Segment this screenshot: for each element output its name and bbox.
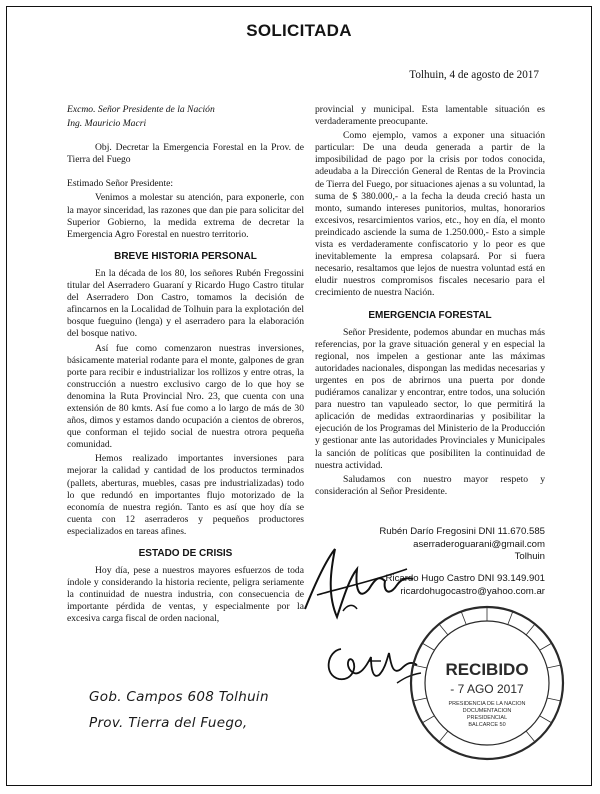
handwritten-address-line-1: Gob. Campos 608 Tolhuin bbox=[89, 689, 269, 705]
addressee-line-2: Ing. Mauricio Macri bbox=[67, 118, 147, 130]
letter-date: Tolhuin, 4 de agosto de 2017 bbox=[409, 69, 539, 81]
greeting: Estimado Señor Presidente: bbox=[67, 178, 174, 190]
intro-paragraph: Venimos a molestar su atención, para exponerle, con la mayor sinceridad, las razones que dan pie para solicitar del Superior Gobierno, la medida extrema de decretar la Emergencia Agro Forestal en nuestro territorio. bbox=[67, 192, 304, 240]
emergency-paragraph: Señor Presidente, podemos abundar en muchas más referencias, por la grave situación general y en especial la regional, nos impelen a gestionar ante las máximas autoridades nacionales, dispongan las medidas necesarias y urgentes en pos de abrirnos una puerta por donde pudiéramos canalizar y encontrar, entre todos, una solución para nuestro tan vapuleado sector, lo que permitirá la aplicación de medidas extraordinarias y posibilitar la ejecución de los Programas del Ministerio de la Producción y gestionar ante las autoridades Provinciales y Municipales la sanción de políticas que posibiliten la continuidad de nuestra actividad. bbox=[315, 326, 545, 471]
handwritten-address-line-2: Prov. Tierra del Fuego, bbox=[89, 715, 248, 731]
example-paragraph: Como ejemplo, vamos a exponer una situación particular: De una deuda generada a partir de la imposibilidad de pago por la crisis por todos conocida, adeudaba a la Dirección General de Rentas de la Provincia de Tierra del Fuego, por situaciones ajenas a su voluntad, la suma de $ 380.000,- a la fecha la deuda creció hasta un monto, sumando intereses punitorios, multas, honorarios excesivos, resarcimientos varios, etc., hoy en día, el monto preindicado asciende la suma de 1.250.000,- Esto a simple vista es verdaderamente confiscatorio y lo peor es que inevitablemente la empresa colapsará. Por si fuera necesario, resaltamos que lejos de nuestra voluntad está en eludir nuestros compromisos fiscales necesario para el crecimiento de nuestra Nación. bbox=[315, 130, 545, 299]
document-title: SOLICITADA bbox=[246, 21, 352, 40]
history-paragraph-1: En la década de los 80, los señores Rubén Fregossini titular del Aserradero Guaraní y Ricardo Hugo Castro titular del Aserradero Don Castro, tomamos la decisión de afincarnos en la Localidad de Tolhuin para la explotación del bosque fueguino (lenga) y el aserradero para la elaboración del bosque nativo. bbox=[67, 267, 304, 340]
stamp-date: - 7 AGO 2017 bbox=[450, 682, 524, 696]
history-paragraph-3: Hemos realizado importantes inversiones para mejorar la calidad y cantidad de los productos terminados (pallets, aberturas, muebles, casas pre industrializadas) todo lo que redundó en importantes flujo motorizado de la economía de nuestra región. Tanto es así que hoy día se cuenta con 12 aserraderos y pequeños productores especializados en tareas afines. bbox=[67, 453, 304, 537]
signature-fregosini bbox=[297, 539, 417, 629]
section-heading-history: BREVE HISTORIA PERSONAL bbox=[114, 250, 257, 262]
closing-paragraph: Saludamos con nuestro mayor respeto y consideración al Señor Presidente. bbox=[315, 473, 545, 497]
addressee-line-1: Excmo. Señor Presidente de la Nación bbox=[67, 104, 215, 115]
signer-1-email: aserraderoguarani@gmail.com bbox=[413, 538, 545, 550]
stamp-label: RECIBIDO bbox=[445, 660, 529, 679]
stamp-line-2: DOCUMENTACION bbox=[462, 708, 512, 714]
crisis-paragraph-continued: provincial y municipal. Esta lamentable situación es verdaderamente preocupante. bbox=[315, 104, 545, 128]
right-column bbox=[315, 104, 545, 500]
left-column bbox=[67, 104, 304, 628]
section-heading-emergency: EMERGENCIA FORESTAL bbox=[368, 309, 492, 321]
signer-1-city: Tolhuin bbox=[514, 551, 545, 562]
signer-2-name: Ricardo Hugo Castro DNI 93.149.901 bbox=[385, 573, 545, 584]
received-stamp bbox=[407, 603, 567, 763]
signer-2-email: ricardohugocastro@yahoo.com.ar bbox=[400, 585, 545, 597]
section-heading-crisis: ESTADO DE CRISIS bbox=[138, 548, 233, 559]
subject-line: Obj. Decretar la Emergencia Forestal en la Prov. de Tierra del Fuego bbox=[67, 142, 304, 166]
stamp-line-3: PRESIDENCIAL bbox=[466, 715, 508, 721]
document-page bbox=[6, 6, 592, 786]
stamp-line-4: BALCARCE 50 bbox=[468, 722, 506, 728]
history-paragraph-2: Así fue como comenzaron nuestras inversiones, básicamente material rodante para el monte, galpones de gran porte para recibir e industrializar los rollizos y entre otras, la construcción a nuestro exclusivo cargo de lo que hoy se denomina la Ruta Provincial Nro. 23, que cuenta con una extensión de 80 kmts. Así fue como a lo largo de más de 30 años, dimos y estamos dando ocupación a cientos de obreros, que conforman el tejido social de nuestra otrora pequeña comunidad. bbox=[67, 342, 304, 451]
signer-1-name: Rubén Darío Fregosini DNI 11.670.585 bbox=[379, 526, 545, 537]
crisis-paragraph-1: Hoy día, pese a nuestros mayores esfuerzos de toda índole y considerando la historia reciente, peligra seriamente la continuidad de nuestra industria, con consecuencia de importante pérdida de ventas, y especialmente por la excesiva carga fiscal de orden nacional, bbox=[67, 565, 304, 625]
stamp-line-1: PRESIDENCIA DE LA NACION bbox=[448, 701, 526, 707]
